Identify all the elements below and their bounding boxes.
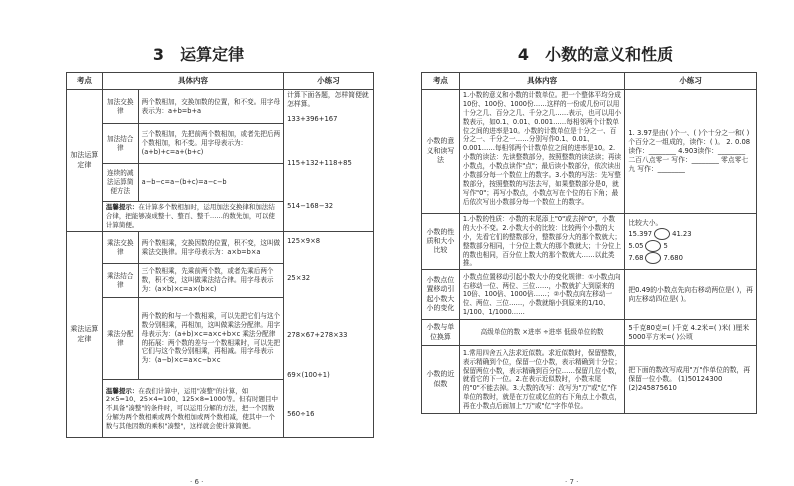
compare-left-3: 7.68	[628, 254, 644, 263]
left-footer: · 6 ·	[190, 478, 204, 486]
section-number: 4	[517, 45, 530, 64]
left-table	[66, 72, 374, 438]
header-content: 具体内容	[102, 73, 283, 90]
right-page-title	[397, 42, 794, 65]
compare-left-2: 5.05	[628, 242, 644, 251]
add-associative-name: 加法结合律	[102, 124, 138, 164]
row-content-decimal-point: 小数点位置移动引起小数大小的变化规律：①小数点向右移动一位、两位、三位……，小数就扩大到原来的10倍、100倍、1000倍……；②小数点向左移动一位、两位、三位……，小数就缩小到原来的1/10、1/100、1/1000……	[459, 270, 624, 320]
compare-item-2	[628, 240, 753, 252]
multiplication-label: 乘法运算定律	[67, 232, 103, 438]
addition-practice	[284, 90, 374, 232]
header-kaodian: 考点	[422, 73, 460, 90]
mul-distributive-name: 乘法分配律	[102, 298, 138, 380]
right-table	[421, 72, 757, 414]
mul-practice-2: 25×32	[287, 274, 311, 283]
section-title: 运算定律	[180, 45, 245, 64]
row-content-unit: 高级单位的数 ×进率 ÷进率 低级单位的数	[459, 320, 624, 346]
addition-practice-1: 133+396+167	[287, 115, 338, 124]
mul-practice-1: 125×9×8	[287, 237, 321, 245]
addition-practice-3: 514−168−32	[287, 201, 334, 210]
multiplication-practice	[284, 232, 374, 438]
header-content: 具体内容	[459, 73, 624, 90]
add-commutative-name: 加法交换律	[102, 90, 138, 124]
add-subtraction-content: a−b−c=a−(b+c)=a−c−b	[138, 164, 283, 202]
addition-practice-2: 115+132+118+85	[287, 158, 352, 167]
header-kaodian: 考点	[67, 73, 103, 90]
left-page-title	[0, 42, 397, 65]
row-label-property: 小数的性质和大小比较	[422, 214, 460, 270]
right-page	[397, 0, 794, 486]
header-row	[422, 73, 757, 90]
row-content-property: 1.小数的性质：小数的末尾添上"0"或去掉"0"，小数的大小不变。2.小数大小的比较：比较两个小数的大小，先看它们的整数部分，整数部分大的那个数就大；整数部分相同，十分位上数大的那个数就大；十分位上的数也相同，百分位上数大的那个数就大……以此类推。	[459, 214, 624, 270]
mul-practice-4: 69×(100+1)	[287, 370, 330, 379]
row-content-approx: 1.常用四舍五入法求近似数。求近似数时，保留整数，表示精确到个位，保留一位小数，表示精确到十分位；保留两位小数，表示精确到百分位……保留几位小数，就看它的下一位。2.在表示近似数时，小数末尾的"0"不能去掉。3.大数的改写：改写为"万"或"亿"作单位的数时，就是在万位或亿位的右下角点上小数点，再在小数点后面加上"万"或"亿"字作单位。	[459, 346, 624, 414]
mul-practice-5: 560÷16	[287, 409, 315, 418]
multiplication-tip-text: 在我们计算中，运用"凑整"的计算，如2×5=10、25×4=100、125×8=1000等。但有时题目中不具备"凑整"的条件时，可以运用分解的方法，把一个因数分解为两个数相乘或两个数相加或两个数相减，使其中一个数与其他因数的乘积"凑整"，这样就会使计算简便。	[105, 386, 278, 430]
row-label-approx: 小数的近似数	[422, 346, 460, 414]
multiplication-tip	[102, 380, 283, 438]
row-label-meaning: 小数的意义和读写法	[422, 90, 460, 214]
compare-left-1: 15.397	[628, 230, 653, 239]
row-practice-meaning: 1. 3.97是由( )个一、( )个十分之一和( )个百分之一组成的，读作：( )。 2. 0.08读作：________ 4.903读作：________ 二百八点零一 写作：________ 零点零七九 写作：________	[625, 90, 757, 214]
add-subtraction-name: 连续的减法运算简便方法	[102, 164, 138, 202]
add-associative-content: 三个数相加，先把前两个数相加，或者先把后两个数相加，和不变。用字母表示为：(a+b)+c=a+(b+c)	[138, 124, 283, 164]
compare-right-1: 41.23	[672, 230, 692, 239]
add-commutative-content: 两个数相加，交换加数的位置，和不变。用字母表示为：a+b=b+a	[138, 90, 283, 124]
row-content-meaning: 1.小数的意义和小数的计数单位。把一个整体平均分成10份、100份、1000份……这样的一份或几份可以用十分之几、百分之几、千分之几……表示，也可以用小数表示，如0.1、0.01、0.001……每相邻两个计数单位之间的进率是10。小数的计数单位是十分之一、百分之一、千分之一……分别写作0.1、0.01、0.001……每相邻两个计数单位之间的进率是10。2.小数的读法：先读整数部分，按照整数的读法读；再读小数点，小数点读作"点"；最后读小数部分，依次读出小数部分每一个数位上的数字。3.小数的写法：先写整数部分，按照整数的写法去写，如果整数部分是0，就写作"0"；再写小数点，小数点写在个位的右下角；最后依次写出小数部分每一个数位上的数字。	[459, 90, 624, 214]
compare-intro: 比较大小。	[628, 219, 663, 228]
row-practice-approx: 把下面的数改写成用"万"作单位的数，再保留一位小数。 (1)50124300 (2)245875610	[625, 346, 757, 414]
row-practice-unit: 5千克80克=( )千克 4.2米=( )米( )厘米 5000平方米=( )公顷	[625, 320, 757, 346]
compare-circle-2[interactable]	[645, 240, 661, 252]
row-practice-property	[625, 214, 757, 270]
section-title: 小数的意义和性质	[545, 45, 674, 64]
header-practice: 小练习	[625, 73, 757, 90]
mul-associative-content: 三个数相乘，先乘前两个数，或者先乘后两个数，积不变，这叫做乘法结合律。用字母表示为：(a×b)×c=a×(b×c)	[138, 264, 283, 298]
mul-commutative-name: 乘法交换律	[102, 232, 138, 264]
compare-right-2: 5	[663, 242, 668, 251]
row-label-decimal-point: 小数点位置移动引起小数大小的变化	[422, 270, 460, 320]
compare-right-3: 7.680	[663, 254, 683, 263]
mul-distributive-content: 两个数的和与一个数相乘，可以先把它们与这个数分别相乘，再相加，这叫做乘法分配律。用字母表示为：(a+b)×c=a×c+b×c 乘法分配律的拓展：两个数的差与一个数相乘时，可以先把它们与这个数分别相乘，再相减。用字母表示为：(a−b)×c=a×c−b×c	[138, 298, 283, 380]
compare-circle-1[interactable]	[654, 228, 670, 240]
addition-tip-text: 在计算多个数相加时，运用加法交换律和加法结合律，把能够凑成整十、整百、整千……的数先加，可以使计算简便。	[105, 203, 275, 229]
header-practice: 小练习	[284, 73, 374, 90]
row-practice-decimal-point: 把0.49的小数点先向右移动两位是( )，再向左移动四位是( )。	[625, 270, 757, 320]
mul-practice-3: 278×67+278×33	[287, 331, 348, 340]
multiplication-tip-label: 温馨提示：	[105, 386, 139, 395]
section-number: 3	[152, 45, 165, 64]
header-row	[67, 73, 374, 90]
right-footer: · 7 ·	[565, 478, 579, 486]
compare-item-3	[628, 252, 753, 264]
compare-item-1	[628, 228, 753, 240]
addition-label: 加法运算定律	[67, 90, 103, 232]
addition-practice-intro: 计算下面各题，怎样简便就怎样算。	[287, 91, 369, 109]
row-label-unit: 小数与单位换算	[422, 320, 460, 346]
addition-tip	[102, 202, 283, 232]
mul-associative-name: 乘法结合律	[102, 264, 138, 298]
addition-tip-label: 温馨提示：	[105, 203, 139, 212]
compare-circle-3[interactable]	[645, 252, 661, 264]
mul-commutative-content: 两个数相乘，交换因数的位置，积不变，这叫做乘法交换律。用字母表示为：a×b=b×a	[138, 232, 283, 264]
